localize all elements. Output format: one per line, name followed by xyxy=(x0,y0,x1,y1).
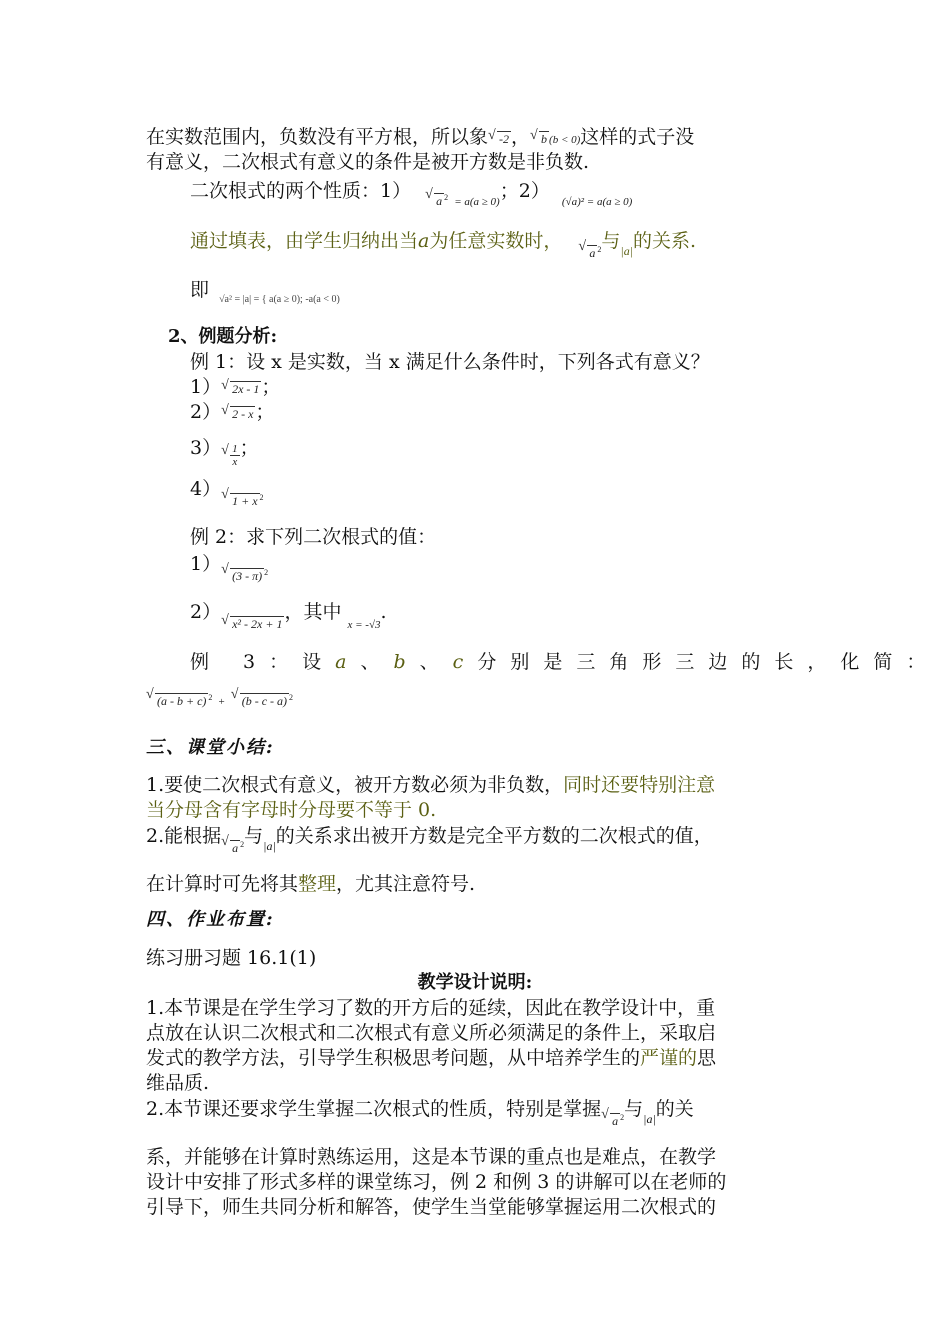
example-item: 2）√ x² - 2x + 1，其中 $_{x = -√3}$. xyxy=(190,600,387,627)
example-question: 例 1：设 x 是实数，当 x 满足什么条件时，下列各式有意义？ xyxy=(190,351,710,373)
design-line: 系，并能够在计算时熟练运用，这是本节课的重点也是难点，在教学 xyxy=(146,1146,717,1168)
formula: (√a)² = a(a ≥ 0) xyxy=(561,196,633,208)
example-question: 例 3：设a、b、c分别是三角形三边的长，化简： xyxy=(190,651,940,673)
text: 即 xyxy=(190,279,210,301)
summary-line: 1.要使二次根式有意义，被开方数必须为非负数，同时还要特别注意 xyxy=(146,774,716,796)
radical-expression: √ 2x - 1 xyxy=(221,377,261,401)
radical-expression: √ 2 - x xyxy=(221,402,255,426)
abs-expression: |a| xyxy=(263,839,276,853)
example-item: 1）√ (3 - π) $^2$ xyxy=(190,551,268,578)
condition: (b < 0) xyxy=(549,134,581,146)
radical-expression: √ (b - c - a) $^2$ xyxy=(231,686,293,713)
fill-table-line xyxy=(190,228,697,260)
summary-line: 在计算时可先将其整理，尤其注意符号. xyxy=(146,873,476,895)
text: 的关系. xyxy=(633,230,697,252)
radical-expression: √ 1 + x $^2$ xyxy=(221,486,263,513)
text: 通过填表，由学生归纳出当 xyxy=(190,230,419,252)
section-heading: 2、例题分析: xyxy=(168,326,278,347)
radical-fraction: √ $\frac{1}{x}$ xyxy=(221,442,240,468)
example-item: 3） √ $\frac{1}{x}$ ； xyxy=(190,436,259,464)
ji-line xyxy=(190,278,340,306)
properties-line xyxy=(190,178,632,206)
abs-expression: |a| xyxy=(620,244,634,258)
design-line: 2.本节课还要求学生掌握二次根式的性质，特别是掌握√ a $^2$与$_{|a|}$的关 xyxy=(146,1096,694,1123)
piecewise-expression: √a² = |a| = { a(a ≥ 0); -a(a < 0) xyxy=(219,294,340,305)
text: 为任意实数时， xyxy=(429,230,563,252)
text: 这样的式子没 xyxy=(580,126,695,148)
paragraph-line xyxy=(146,125,694,152)
design-line: 1.本节课是在学生学习了数的开方后的延续，因此在教学设计中，重 xyxy=(146,997,716,1019)
variable: a xyxy=(418,230,430,252)
abs-expression: |a| xyxy=(643,1112,656,1126)
radical-expression: √ a $^2$ xyxy=(221,833,244,860)
radical-expression: √ a $^2$ xyxy=(601,1106,624,1133)
summary-line: 2.能根据√ a $^2$与$_{|a|}$的关系求出被开方数是完全平方数的二次根式的值， xyxy=(146,823,713,850)
radical-expression: √ (a - b + c) $^2$ xyxy=(146,686,212,713)
text: 与 xyxy=(601,230,621,252)
section-heading: 四、作业布置: xyxy=(146,909,275,930)
example-question: 例 2：求下列二次根式的值： xyxy=(190,526,437,548)
design-line: 维品质. xyxy=(146,1072,210,1094)
text: ， xyxy=(511,126,531,148)
radical-expression: √ a $^2$ xyxy=(578,238,601,265)
example-item: 2）√ 2 - x ； xyxy=(190,400,274,426)
example-item: 4）√ 1 + x $^2$ xyxy=(190,476,264,503)
radical-expression: √ (3 - π) $^2$ xyxy=(221,561,268,588)
design-line: 引导下，师生共同分析和解答，使学生当堂能够掌握运用二次根式的 xyxy=(146,1196,717,1218)
radical-expression: √ a $^2$ xyxy=(425,186,448,213)
design-line: 点放在认识二次根式和二次根式有意义所必须满足的条件上，采取启 xyxy=(146,1022,717,1044)
radical-expression: √ b xyxy=(530,127,549,151)
design-line: 设计中安排了形式多样的课堂练习，例 2 和例 3 的讲解可以在老师的 xyxy=(146,1171,727,1193)
summary-line: 当分母含有字母时分母要不等于 0. xyxy=(146,799,437,821)
formula: = a(a ≥ 0) xyxy=(454,196,500,208)
design-line: 发式的教学方法，引导学生积极思考问题，从中培养学生的严谨的思 xyxy=(146,1047,717,1069)
example-expression: √ (a - b + c) $^2$ + √ (b - c - a) $^2$ xyxy=(146,686,293,714)
text: ；2） xyxy=(499,180,550,202)
text: 在实数范围内，负数没有平方根，所以象 xyxy=(146,126,489,148)
homework-line: 练习册习题 16.1(1) xyxy=(146,947,317,969)
design-title: 教学设计说明: xyxy=(417,972,533,993)
section-heading: 三、课堂小结: xyxy=(146,737,275,758)
text: 二次根式的两个性质：1） xyxy=(190,180,412,202)
example-item: 1）√ 2x - 1 ； xyxy=(190,375,280,401)
paragraph-line: 有意义，二次根式有意义的条件是被开方数是非负数. xyxy=(146,151,590,173)
radical-expression: √ -2 xyxy=(488,127,511,151)
condition: x = -√3 xyxy=(347,619,381,631)
radical-expression: √ x² - 2x + 1 xyxy=(221,612,284,636)
